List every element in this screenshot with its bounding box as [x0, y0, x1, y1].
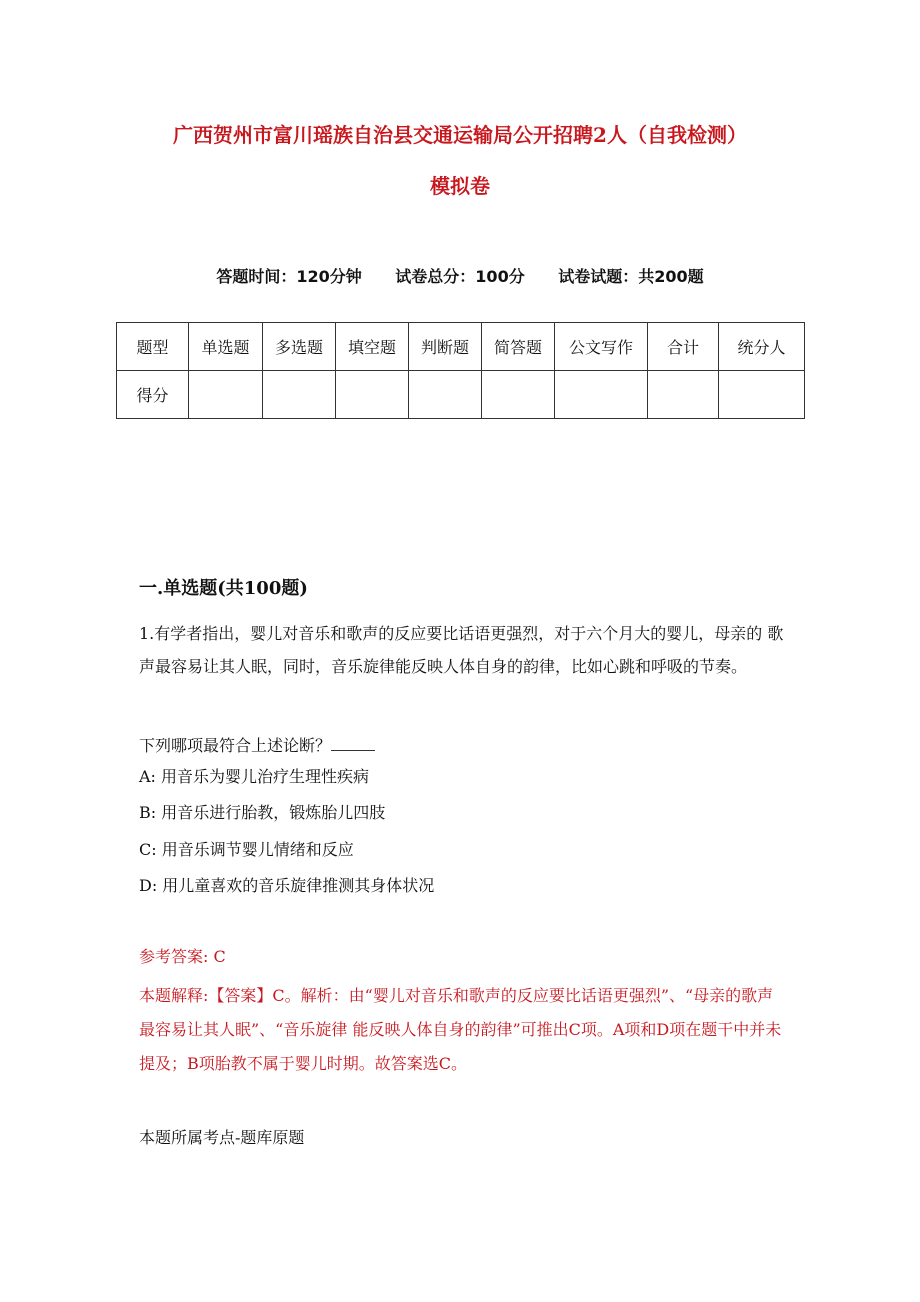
- score-cell[interactable]: [719, 371, 805, 419]
- section-heading: 一.单选题(共100题): [139, 578, 308, 599]
- exam-time: 答题时间：120分钟: [216, 267, 362, 286]
- header-cell-type: 题型: [117, 323, 189, 371]
- answer-explanation: 本题解释:【答案】C。解析：由“婴儿对音乐和歌声的反应要比话语更强烈”、“母亲的歌声最容易让其人眠”、“音乐旋律 能反映人体自身的韵律”可推出C项。A项和D项在题干中并未提及；B项胎教不属于婴儿时期。故答案选C。: [139, 986, 782, 1073]
- question-stem: 1.有学者指出，婴儿对音乐和歌声的反应要比话语更强烈，对于六个月大的婴儿，母亲的 歌声最容易让其人眠，同时，音乐旋律能反映人体自身的韵律，比如心跳和呼吸的节奏。: [139, 624, 784, 676]
- header-cell-multiple-choice: 多选题: [263, 323, 336, 371]
- score-table: [116, 322, 805, 419]
- exam-question-count: 试卷试题：共200题: [558, 267, 704, 286]
- score-cell[interactable]: [555, 371, 648, 419]
- option-c[interactable]: C: 用音乐调节婴儿情绪和反应: [139, 840, 354, 859]
- header-cell-short-answer: 简答题: [482, 323, 555, 371]
- score-cell[interactable]: [409, 371, 482, 419]
- header-cell-scorer: 统分人: [719, 323, 805, 371]
- header-cell-fill-blank: 填空题: [336, 323, 409, 371]
- score-cell[interactable]: [482, 371, 555, 419]
- option-d[interactable]: D: 用儿童喜欢的音乐旋律推测其身体状况: [139, 876, 435, 895]
- row-label-score: 得分: [117, 371, 189, 419]
- header-cell-single-choice: 单选题: [189, 323, 263, 371]
- question-prompt-line: [139, 729, 789, 762]
- knowledge-point: 本题所属考点-题库原题: [139, 1128, 305, 1147]
- header-cell-total: 合计: [648, 323, 719, 371]
- answer-blank: [331, 732, 375, 751]
- option-b[interactable]: B: 用音乐进行胎教，锻炼胎儿四肢: [139, 803, 386, 822]
- score-cell[interactable]: [336, 371, 409, 419]
- reference-answer: 参考答案: C: [139, 947, 226, 966]
- exam-total-score: 试卷总分：100分: [395, 267, 525, 286]
- score-table-header-row: [117, 323, 805, 371]
- score-cell[interactable]: [263, 371, 336, 419]
- option-a[interactable]: A: 用音乐为婴儿治疗生理性疾病: [139, 767, 370, 786]
- header-cell-official-writing: 公文写作: [555, 323, 648, 371]
- exam-info: [0, 266, 920, 288]
- score-cell[interactable]: [648, 371, 719, 419]
- document-title: 广西贺州市富川瑶族自治县交通运输局公开招聘2人（自我检测）: [173, 123, 747, 147]
- document-subtitle: 模拟卷: [430, 174, 490, 198]
- score-table-score-row: [117, 371, 805, 419]
- header-cell-true-false: 判断题: [409, 323, 482, 371]
- score-cell[interactable]: [189, 371, 263, 419]
- question-prompt: 下列哪项最符合上述论断？: [139, 736, 332, 755]
